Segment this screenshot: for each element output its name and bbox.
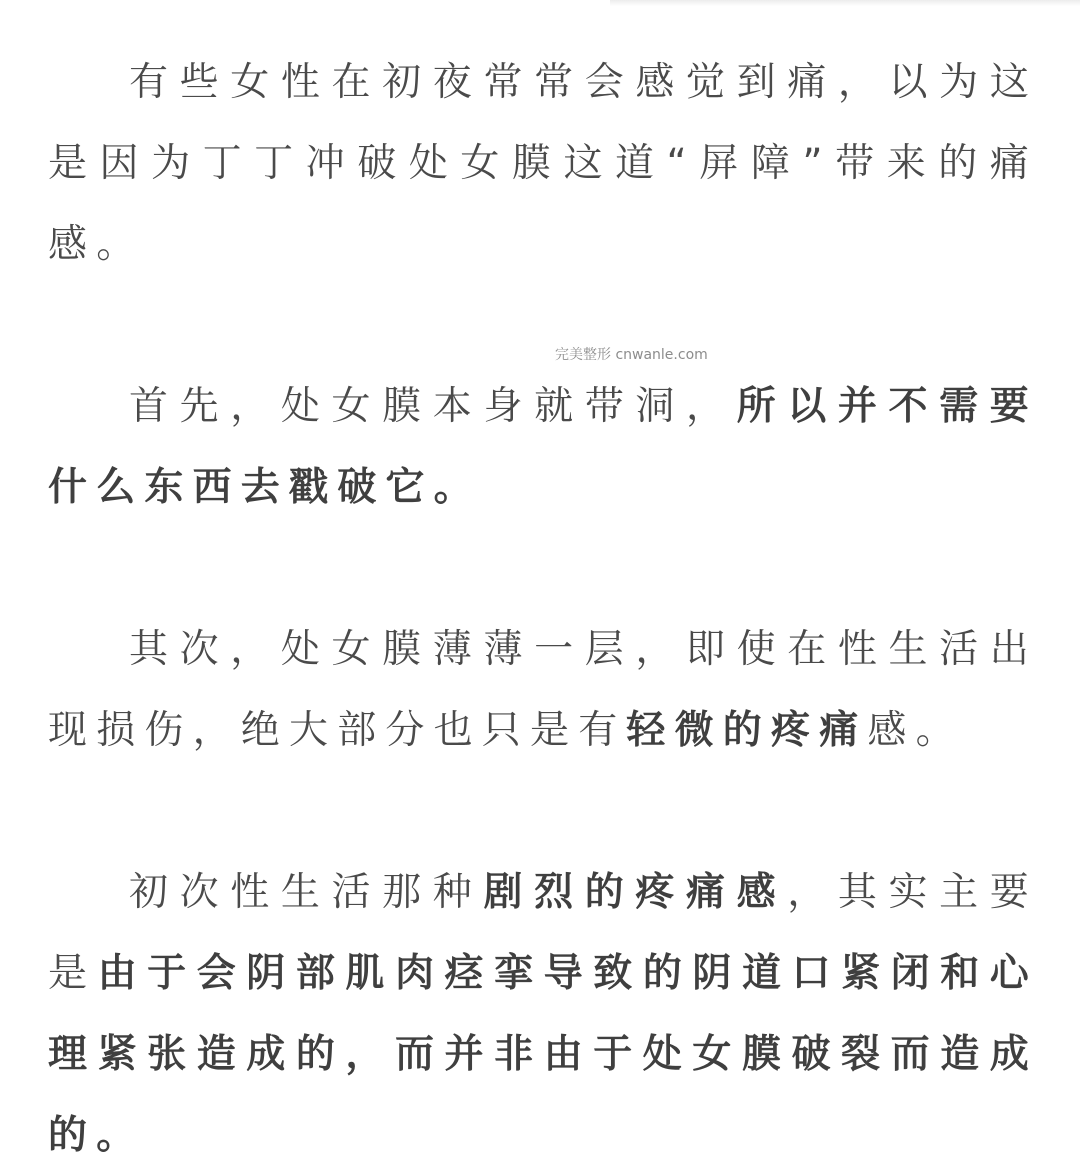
article-body — [48, 42, 1038, 1176]
top-edge-shadow — [610, 0, 1080, 6]
paragraph-1 — [48, 42, 1038, 285]
paragraph-3 — [48, 609, 1038, 771]
paragraph-3-text-end: 感。 — [867, 708, 964, 753]
paragraph-1-text: 有些女性在初夜常常会感觉到痛，以为这是因为丁丁冲破处女膜这道“屏障”带来的痛感。 — [48, 60, 1038, 267]
paragraph-3-text: 其次，处女膜薄薄一层，即使在性生活出现损伤，绝大部分也只是有 — [48, 627, 1038, 753]
paragraph-2-emphasis: 所以并不需要什么东西去戳破它。 — [48, 384, 1038, 510]
paragraph-2 — [48, 366, 1038, 528]
paragraph-4-text-mid: ，其实主要是 — [48, 870, 1038, 996]
paragraph-2-text: 首先，处女膜本身就带洞， — [129, 384, 737, 429]
watermark: 完美整形 cnwanle.com — [555, 347, 708, 363]
paragraph-4 — [48, 852, 1038, 1176]
paragraph-4-text: 初次性生活那种 — [129, 870, 484, 915]
paragraph-3-emphasis: 轻微的疼痛 — [626, 708, 868, 753]
paragraph-4-emphasis-2: 由于会阴部肌肉痉挛导致的阴道口紧闭和心理紧张造成的，而并非由于处女膜破裂而造成的。 — [48, 951, 1038, 1158]
paragraph-4-emphasis: 剧烈的疼痛感 — [483, 870, 788, 915]
